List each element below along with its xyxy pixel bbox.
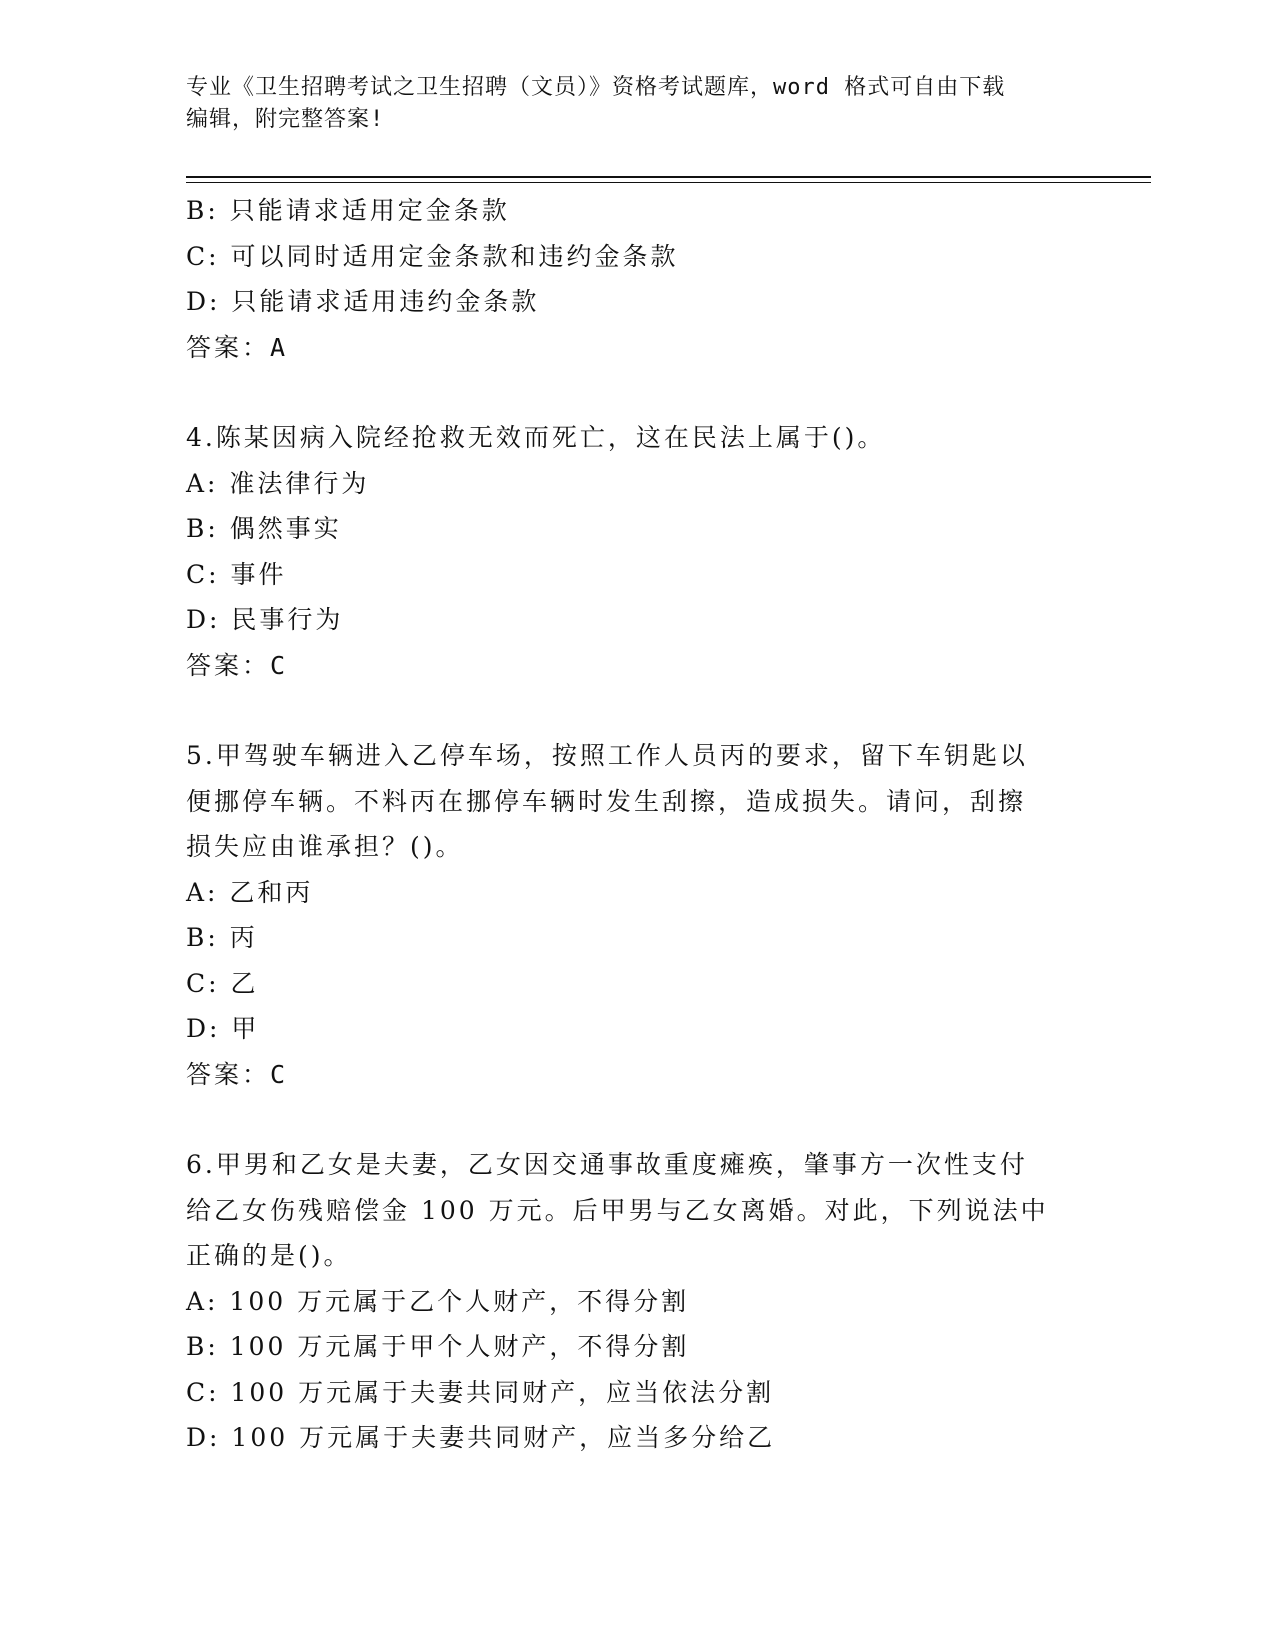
header-divider-thin [186,182,1151,183]
option-d: D: 甲 [186,1014,260,1043]
option-a: A: 100 万元属于乙个人财产，不得分割 [186,1286,690,1316]
option-d: D: 民事行为 [186,605,344,634]
question-4 [186,415,1066,688]
answer-line [186,643,1066,689]
answer-label: 答案： [186,1059,271,1089]
question-text: 4.陈某因病入院经抢救无效而死亡，这在民法上属于()。 [186,423,886,452]
answer-line [186,325,1066,371]
option-a: A: 乙和丙 [186,877,314,907]
question-text-line-2: 给乙女伤残赔偿金 100 万元。后甲男与乙女离婚。对此，下列说法中 [186,1195,1049,1225]
option-a: A: 准法律行为 [186,468,370,498]
question-content [186,188,1066,1461]
question-text-line-1: 6.甲男和乙女是夫妻，乙女因交通事故重度瘫痪，肇事方一次性支付 [186,1150,1028,1179]
option-b: B: 100 万元属于甲个人财产，不得分割 [186,1332,690,1361]
answer-value: C [270,650,289,680]
answer-label: 答案： [186,332,271,362]
question-text-line-3: 损失应由谁承担？()。 [186,832,464,861]
option-b: B: 偶然事实 [186,514,342,543]
document-header [186,72,1066,136]
option-d: D: 100 万元属于夫妻共同财产，应当多分给乙 [186,1423,776,1452]
answer-value: A [270,332,289,362]
answer-value: C [270,1059,289,1089]
question-5 [186,733,1066,1097]
question-text-line-2: 便挪停车辆。不料丙在挪停车辆时发生刮擦，造成损失。请问，刮擦 [186,786,1027,816]
option-c: C: 可以同时适用定金条款和违约金条款 [186,241,679,271]
spacer [186,1097,1066,1142]
option-c: C: 乙 [186,968,259,998]
question-3-continued [186,188,1066,370]
header-line-2: 编辑，附完整答案! [186,107,385,132]
answer-line [186,1052,1066,1098]
question-text-line-1: 5.甲驾驶车辆进入乙停车场，按照工作人员丙的要求，留下车钥匙以 [186,741,1028,770]
answer-label: 答案： [186,650,271,680]
question-6 [186,1142,1066,1461]
option-b: B: 只能请求适用定金条款 [186,196,510,225]
option-c: C: 事件 [186,559,287,589]
header-divider-thick [186,176,1151,178]
spacer [186,688,1066,733]
question-text-line-3: 正确的是()。 [186,1241,352,1270]
header-line-1: 专业《卫生招聘考试之卫生招聘（文员）》资格考试题库，word 格式可自由下载 [186,75,1006,100]
spacer [186,370,1066,415]
option-c: C: 100 万元属于夫妻共同财产，应当依法分割 [186,1377,775,1407]
option-d: D: 只能请求适用违约金条款 [186,287,540,316]
option-b: B: 丙 [186,923,258,952]
